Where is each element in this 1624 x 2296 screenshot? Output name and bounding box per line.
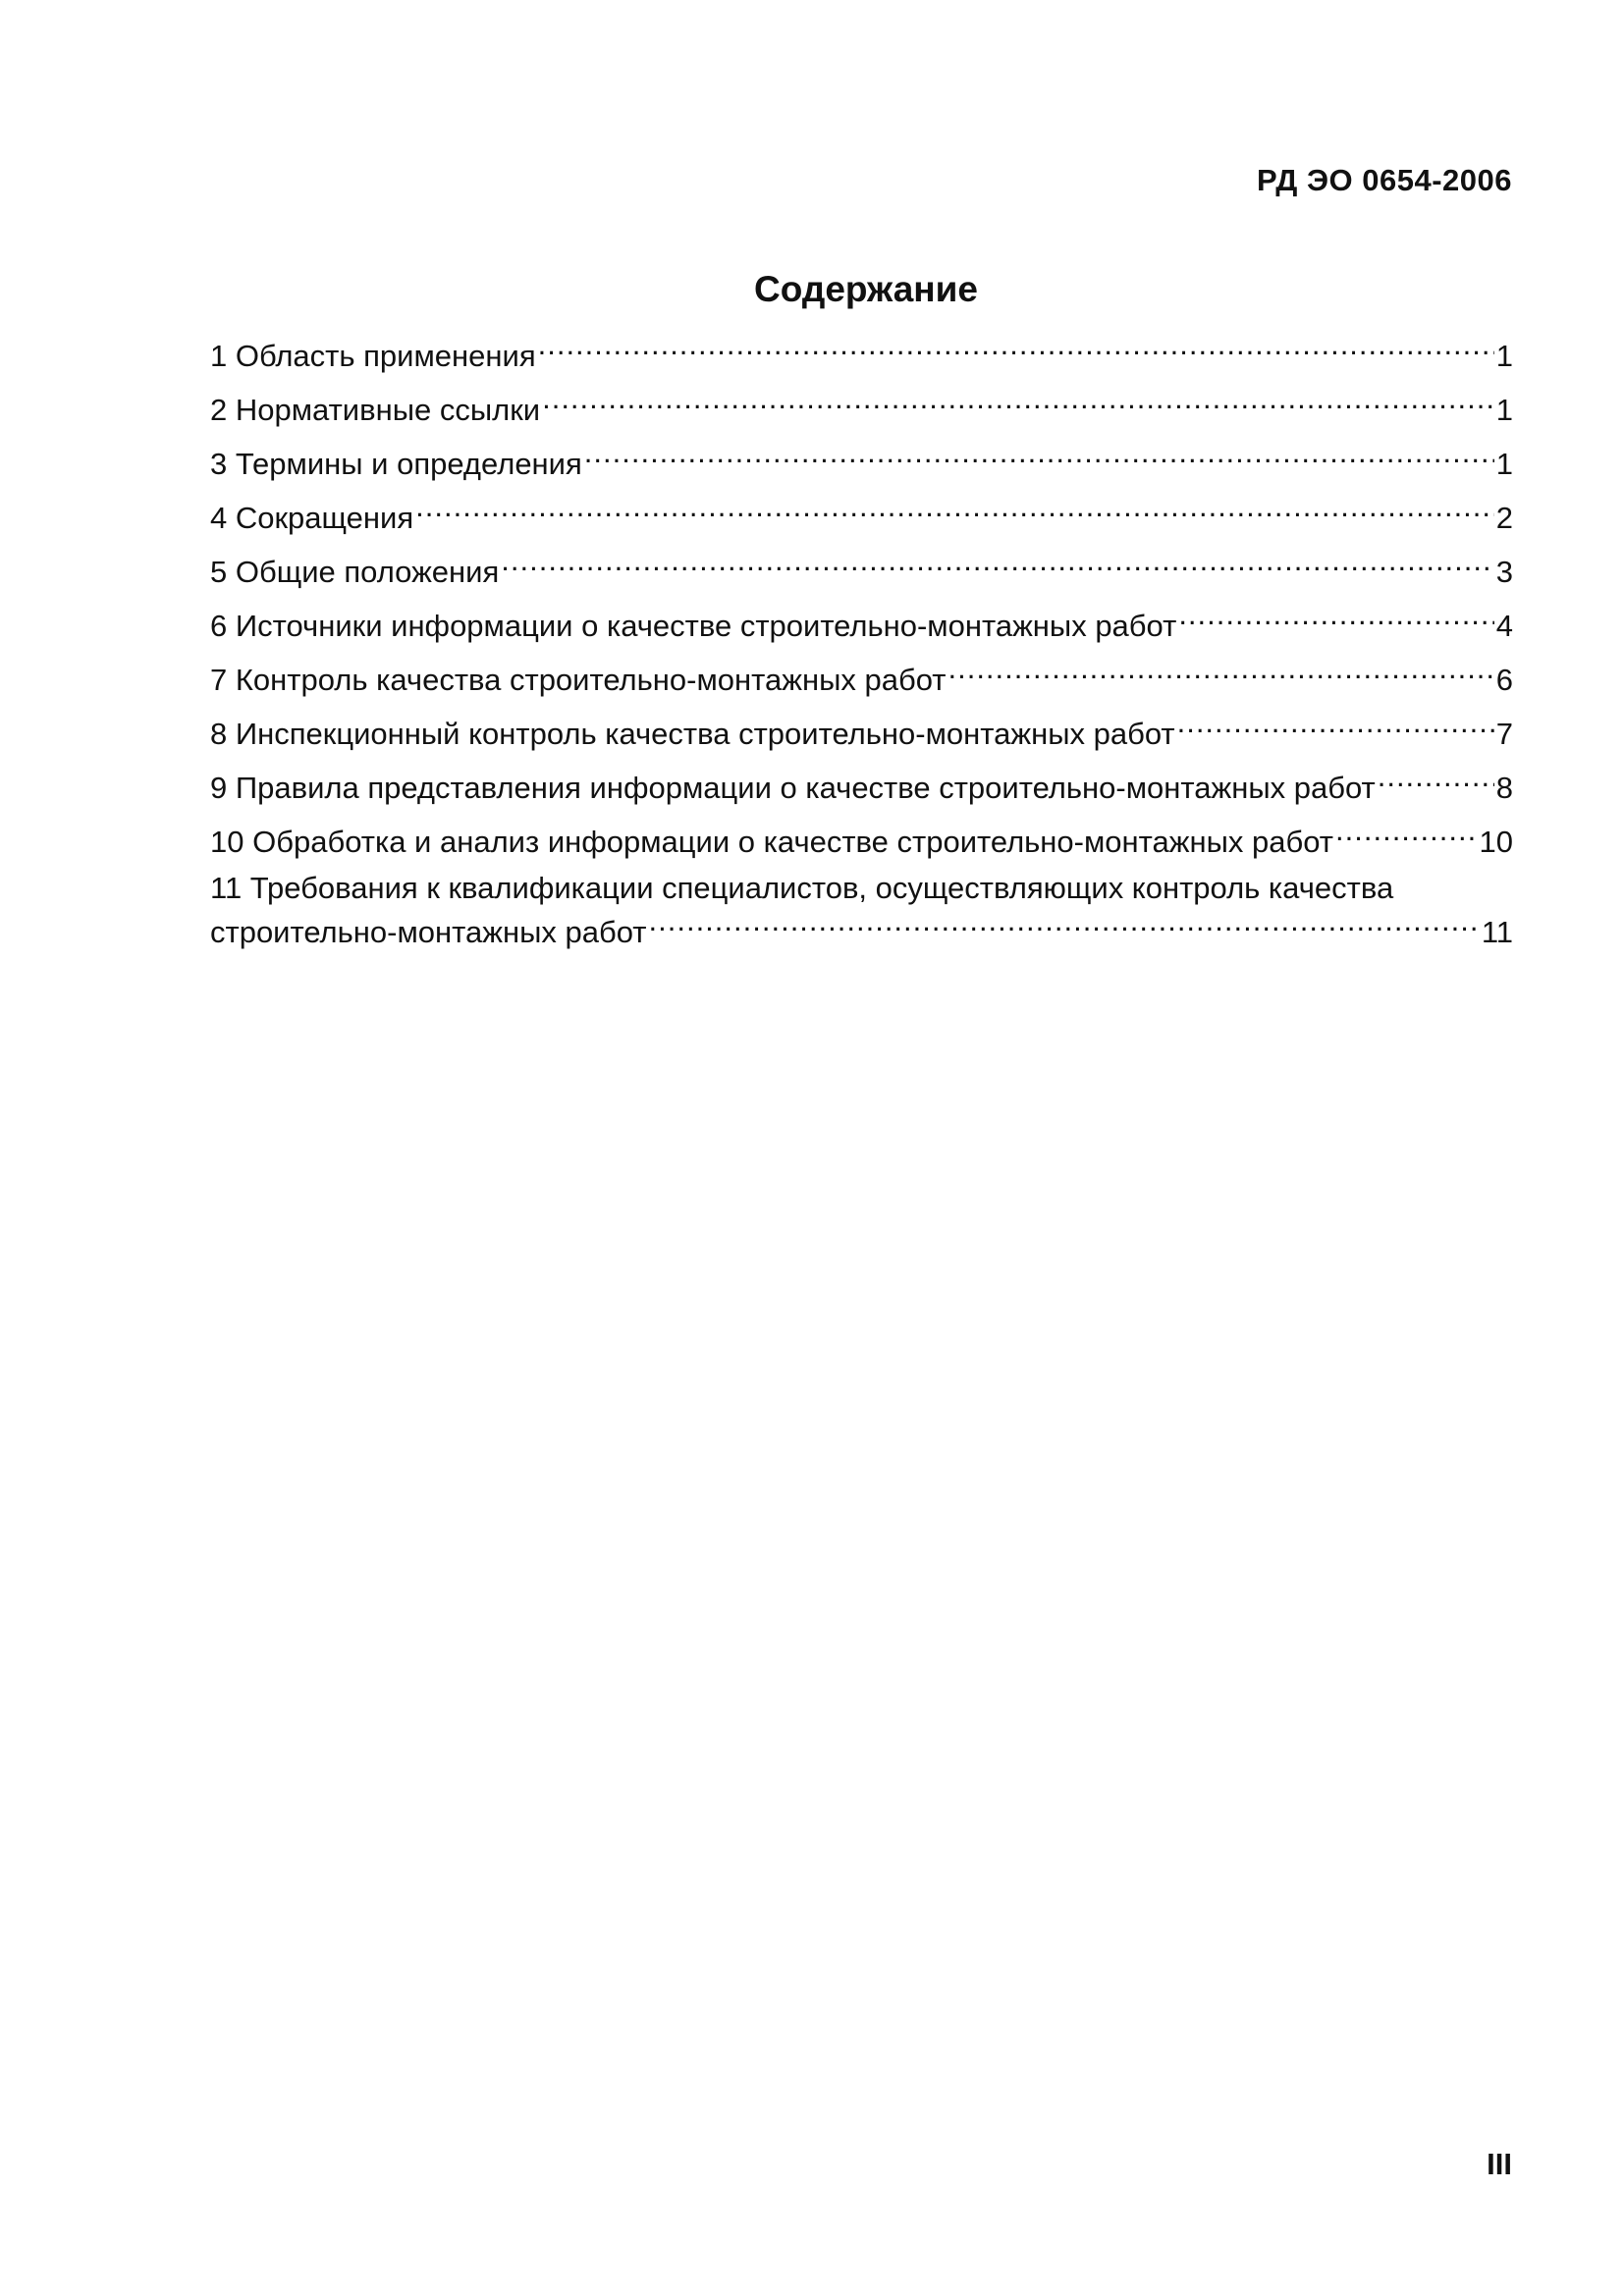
toc-entry-page: 10: [1479, 825, 1513, 859]
toc-entry-page: 3: [1495, 555, 1513, 589]
toc-entry[interactable]: [210, 708, 1513, 762]
toc-entry-label: 3 Термины и определения: [210, 447, 582, 481]
dot-leader: [584, 438, 1494, 474]
document-code: РД ЭО 0654-2006: [1257, 163, 1512, 197]
dot-leader: [1335, 816, 1478, 852]
toc-entry-label: 11 Требования к квалификации специалистов, осуществляющих контроль качества: [210, 871, 1394, 905]
dot-leader: [947, 654, 1493, 690]
toc-entry-label: 6 Источники информации о качестве строительно-монтажных работ: [210, 609, 1177, 643]
toc-entry[interactable]: [210, 870, 1513, 950]
table-of-contents: [210, 330, 1513, 950]
toc-entry-label: 8 Инспекционный контроль качества строительно-монтажных работ: [210, 717, 1175, 751]
dot-leader: [649, 906, 1480, 942]
toc-entry-page: 8: [1495, 771, 1513, 805]
toc-entry-label: 4 Сокращения: [210, 501, 414, 535]
toc-entry[interactable]: [210, 438, 1513, 492]
toc-entry-page: 1: [1495, 447, 1513, 481]
dot-leader: [542, 384, 1494, 420]
toc-entry-page: 1: [1495, 339, 1513, 373]
toc-entry[interactable]: [210, 600, 1513, 654]
toc-entry-page: 11: [1481, 915, 1513, 949]
dot-leader: [1177, 708, 1494, 744]
toc-entry-page: 6: [1495, 663, 1513, 697]
page-number: III: [1487, 2147, 1512, 2181]
toc-entry-label-continued: строительно-монтажных работ: [210, 915, 647, 949]
toc-entry-page: 1: [1495, 393, 1513, 427]
toc-entry[interactable]: [210, 546, 1513, 600]
dot-leader: [1178, 600, 1493, 636]
dot-leader: [1378, 762, 1494, 798]
dot-leader: [538, 330, 1494, 366]
toc-entry[interactable]: [210, 384, 1513, 438]
toc-entry-continuation: [210, 906, 1513, 950]
toc-title: Содержание: [754, 269, 978, 309]
toc-entry-page: 2: [1495, 501, 1513, 535]
toc-entry[interactable]: [210, 816, 1513, 870]
toc-entry[interactable]: [210, 654, 1513, 708]
toc-entry[interactable]: [210, 330, 1513, 384]
toc-entry-label: 10 Обработка и анализ информации о качестве строительно-монтажных работ: [210, 825, 1334, 859]
toc-entry-label: 5 Общие положения: [210, 555, 500, 589]
toc-entry-label: 9 Правила представления информации о качестве строительно-монтажных работ: [210, 771, 1376, 805]
dot-leader: [501, 546, 1493, 582]
toc-entry[interactable]: [210, 492, 1513, 546]
toc-entry-label: 2 Нормативные ссылки: [210, 393, 541, 427]
toc-entry-page: 4: [1495, 609, 1513, 643]
toc-entry-label: 1 Область применения: [210, 339, 536, 373]
toc-entry[interactable]: [210, 762, 1513, 816]
toc-entry-page: 7: [1495, 717, 1513, 751]
toc-entry-label: 7 Контроль качества строительно-монтажных работ: [210, 663, 947, 697]
dot-leader: [415, 492, 1494, 528]
